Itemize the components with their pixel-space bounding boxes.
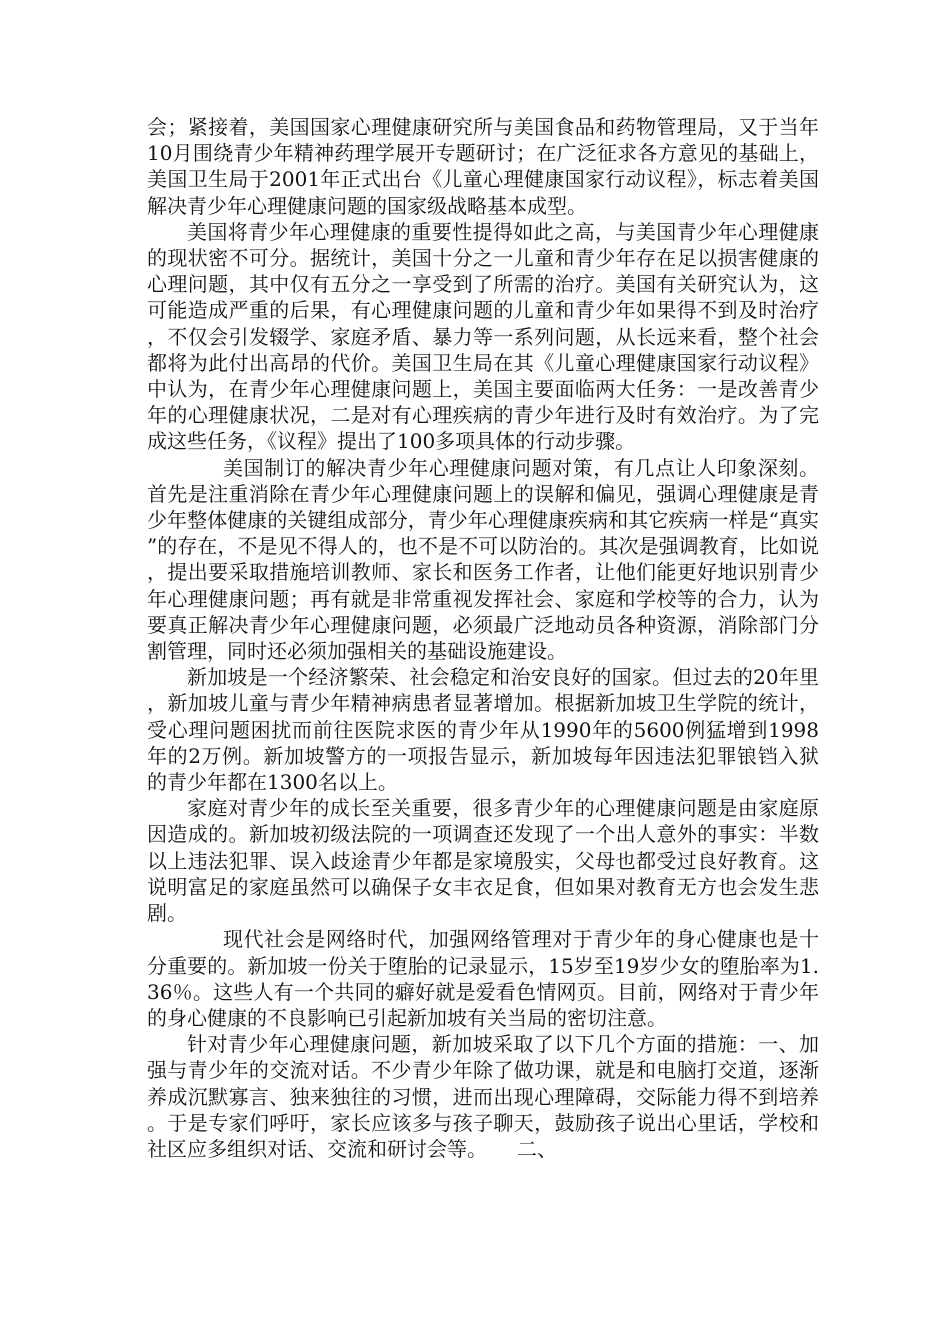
paragraph-1: 会；紧接着，美国国家心理健康研究所与美国食品和药物管理局，又于当年10月围绕青少年精神药理学展开专题研讨；在广泛征求各方意见的基础上，美国卫生局于2001年正式出台《儿童心理健康国家行动议程》，标志着美国解决青少年心理健康问题的国家级战略基本成型。 — [147, 115, 819, 218]
paragraph-5: 家庭对青少年的成长至关重要，很多青少年的心理健康问题是由家庭原因造成的。新加坡初级法院的一项调查还发现了一个出人意外的事实：半数以上违法犯罪、误入歧途青少年都是家境殷实，父母也都受过良好教育。这说明富足的家庭虽然可以确保子女丰衣足食，但如果对教育无方也会发生悲剧。 — [147, 796, 819, 926]
document-body — [147, 114, 819, 1162]
paragraph-6: 现代社会是网络时代，加强网络管理对于青少年的身心健康也是十分重要的。新加坡一份关于堕胎的记录显示，15岁至19岁少女的堕胎率为1.36％。这些人有一个共同的癖好就是爱看色情网页。目前，网络对于青少年的身心健康的不良影响已引起新加坡有关当局的密切注意。 — [147, 927, 819, 1030]
paragraph-2: 美国将青少年心理健康的重要性提得如此之高，与美国青少年心理健康的现状密不可分。据统计，美国十分之一儿童和青少年存在足以损害健康的心理问题，其中仅有五分之一享受到了所需的治疗。美国有关研究认为，这可能造成严重的后果，有心理健康问题的儿童和青少年如果得不到及时治疗，不仅会引发辍学、家庭矛盾、暴力等一系列问题，从长远来看，整个社会都将为此付出高昂的代价。美国卫生局在其《儿童心理健康国家行动议程》中认为，在青少年心理健康问题上，美国主要面临两大任务：一是改善青少年的心理健康状况，二是对有心理疾病的青少年进行及时有效治疗。为了完成这些任务，《议程》提出了100多项具体的行动步骤。 — [147, 219, 819, 454]
paragraph-7: 针对青少年心理健康问题，新加坡采取了以下几个方面的措施：一、加强与青少年的交流对话。不少青少年除了做功课，就是和电脑打交道，逐渐养成沉默寡言、独来独往的习惯，进而出现心理障碍，交际能力得不到培养。于是专家们呼吁，家长应该多与孩子聊天，鼓励孩子说出心里话，学校和社区应多组织对话、交流和研讨会等。 二、 — [147, 1032, 819, 1161]
paragraph-4: 新加坡是一个经济繁荣、社会稳定和治安良好的国家。但过去的20年里，新加坡儿童与青少年精神病患者显著增加。根据新加坡卫生学院的统计，受心理问题困扰而前往医院求医的青少年从1990年的5600例猛增到1998年的2万例。新加坡警方的一项报告显示，新加坡每年因违法犯罪锒铛入狱的青少年都在1300名以上。 — [147, 665, 819, 795]
paragraph-3: 美国制订的解决青少年心理健康问题对策，有几点让人印象深刻。首先是注重消除在青少年心理健康问题上的误解和偏见，强调心理健康是青少年整体健康的关键组成部分，青少年心理健康疾病和其它疾病一样是“真实”的存在，不是见不得人的，也不是不可以防治的。其次是强调教育，比如说，提出要采取措施培训教师、家长和医务工作者，让他们能更好地识别青少年心理健康问题；再有就是非常重视发挥社会、家庭和学校等的合力，认为要真正解决青少年心理健康问题，必须最广泛地动员各种资源，消除部门分割管理，同时还必须加强相关的基础设施建设。 — [147, 455, 819, 664]
